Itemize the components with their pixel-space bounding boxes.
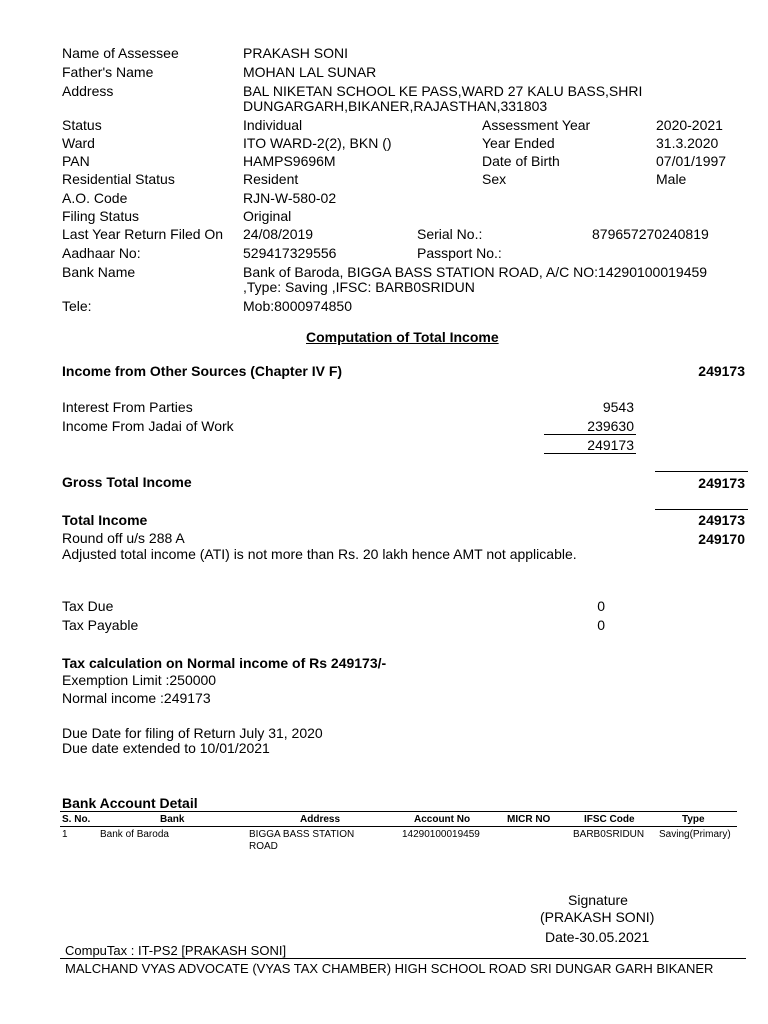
value-round-off: 249170	[698, 531, 745, 547]
bank-row-sno: 1	[62, 829, 68, 840]
bank-col-type: Type	[682, 814, 705, 825]
value-residential-status: Resident	[243, 171, 299, 187]
bank-row-type: Saving(Primary)	[659, 829, 731, 840]
bank-detail-title: Bank Account Detail	[62, 795, 198, 811]
value-bank-line1: Bank of Baroda, BIGGA BASS STATION ROAD, A/C NO:14290100019459	[243, 264, 708, 280]
bank-table-rule-header	[60, 826, 737, 827]
label-jadai: Income From Jadai of Work	[62, 418, 234, 434]
subtotal-rule-top	[544, 434, 636, 435]
bank-col-ifsc: IFSC Code	[584, 814, 635, 825]
value-gross-total: 249173	[698, 475, 745, 491]
label-sex: Sex	[482, 171, 507, 187]
value-tax-payable: 0	[597, 617, 605, 633]
label-aadhaar: Aadhaar No:	[62, 245, 141, 261]
value-bank-line2: ,Type: Saving ,IFSC: BARB0SRIDUN	[243, 279, 475, 295]
value-tele: Mob:8000974850	[243, 298, 352, 314]
ati-note: Adjusted total income (ATI) is not more than Rs. 20 lakh hence AMT not applicable.	[62, 546, 577, 562]
bank-row-ifsc: BARB0SRIDUN	[573, 829, 645, 840]
bank-col-sno: S. No.	[62, 814, 91, 825]
label-name: Name of Assessee	[62, 45, 179, 61]
value-subtotal: 249173	[587, 437, 634, 453]
bank-col-bank: Bank	[160, 814, 185, 825]
bank-col-address: Address	[300, 814, 341, 825]
bank-col-account: Account No	[414, 814, 471, 825]
value-total-income: 249173	[698, 512, 745, 528]
footer-rule	[60, 958, 746, 959]
value-address-line1: BAL NIKETAN SCHOOL KE PASS,WARD 27 KALU BASS,SHRI	[243, 83, 643, 99]
subtotal-rule-bottom	[544, 453, 636, 454]
total-rule	[655, 509, 748, 510]
label-other-sources: Income from Other Sources (Chapter IV F)	[62, 363, 343, 379]
signature-label: Signature	[568, 892, 628, 908]
label-dob: Date of Birth	[482, 153, 560, 169]
label-status: Status	[62, 117, 102, 133]
value-aadhaar: 529417329556	[243, 245, 337, 261]
label-serial-no: Serial No.:	[417, 226, 483, 242]
value-interest: 9543	[602, 399, 634, 415]
value-dob: 07/01/1997	[656, 153, 727, 169]
label-year-ended: Year Ended	[482, 135, 555, 151]
label-total-income: Total Income	[62, 512, 148, 528]
signature-date: Date-30.05.2021	[545, 929, 650, 945]
value-address-line2: DUNGARGARH,BIKANER,RAJASTHAN,331803	[243, 98, 548, 114]
value-serial-no: 879657270240819	[592, 226, 709, 242]
label-ward: Ward	[62, 135, 95, 151]
bank-row-bank: Bank of Baroda	[100, 829, 169, 840]
value-last-return: 24/08/2019	[243, 226, 314, 242]
bank-row-address-line2: ROAD	[249, 841, 278, 852]
bank-table-rule-top	[60, 811, 737, 812]
value-filing-status: Original	[243, 208, 292, 224]
value-jadai: 239630	[587, 418, 634, 434]
value-year-ended: 31.3.2020	[656, 135, 719, 151]
label-gross-total: Gross Total Income	[62, 474, 192, 490]
footer-software: CompuTax : IT-PS2 [PRAKASH SONI]	[65, 943, 287, 958]
label-bank-name: Bank Name	[62, 264, 136, 280]
label-last-return: Last Year Return Filed On	[62, 226, 224, 242]
label-assessment-year: Assessment Year	[482, 117, 591, 133]
value-pan: HAMPS9696M	[243, 153, 336, 169]
label-tax-due: Tax Due	[62, 598, 114, 614]
gross-rule	[655, 471, 748, 472]
value-assessment-year: 2020-2021	[656, 117, 723, 133]
value-ao-code: RJN-W-580-02	[243, 190, 337, 206]
label-interest: Interest From Parties	[62, 399, 193, 415]
label-tele: Tele:	[62, 298, 92, 314]
label-round-off: Round off u/s 288 A	[62, 530, 185, 546]
exemption-limit: Exemption Limit :250000	[62, 672, 217, 688]
signature-name: (PRAKASH SONI)	[540, 909, 655, 925]
bank-col-micr: MICR NO	[507, 814, 551, 825]
label-tax-payable: Tax Payable	[62, 617, 139, 633]
value-tax-due: 0	[597, 598, 605, 614]
due-date: Due Date for filing of Return July 31, 2020	[62, 725, 323, 741]
footer-firm: MALCHAND VYAS ADVOCATE (VYAS TAX CHAMBER) HIGH SCHOOL ROAD SRI DUNGAR GARH BIKANER	[65, 961, 714, 976]
label-father: Father's Name	[62, 64, 154, 80]
value-ward: ITO WARD-2(2), BKN ()	[243, 135, 392, 151]
bank-row-address-line1: BIGGA BASS STATION	[249, 829, 355, 840]
normal-income-title: Tax calculation on Normal income of Rs 249173/-	[62, 655, 387, 671]
bank-row-account: 14290100019459	[402, 829, 480, 840]
label-residential-status: Residential Status	[62, 171, 175, 187]
computation-title: Computation of Total Income	[306, 329, 499, 345]
label-passport: Passport No.:	[417, 245, 502, 261]
value-name: PRAKASH SONI	[243, 45, 349, 61]
label-pan: PAN	[62, 153, 90, 169]
normal-income: Normal income :249173	[62, 690, 211, 706]
label-address: Address	[62, 83, 114, 99]
due-date-extended: Due date extended to 10/01/2021	[62, 740, 270, 756]
value-other-sources: 249173	[698, 363, 745, 379]
value-sex: Male	[656, 171, 687, 187]
value-status: Individual	[243, 117, 303, 133]
label-ao-code: A.O. Code	[62, 190, 128, 206]
value-father: MOHAN LAL SUNAR	[243, 64, 377, 80]
label-filing-status: Filing Status	[62, 208, 140, 224]
